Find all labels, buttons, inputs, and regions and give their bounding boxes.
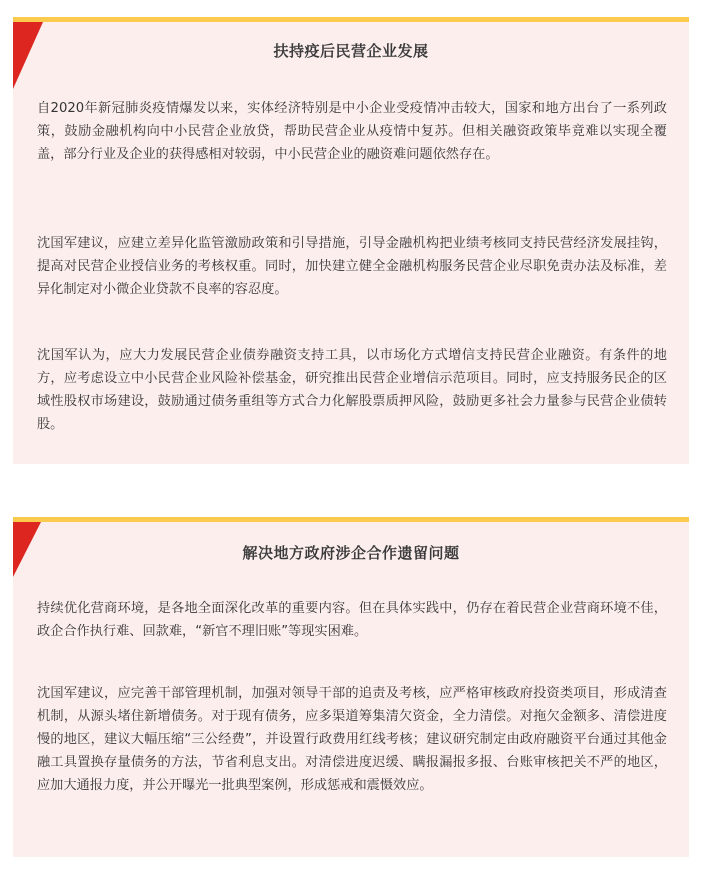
section-paragraph: 自2020年新冠肺炎疫情爆发以来，实体经济特别是中小企业受疫情冲击较大，国家和地方出台了一系列政策，鼓励金融机构向中小民营企业放贷，帮助民营企业从疫情中复苏。但相关融资政策毕竟难以实现全覆盖，部分行业及企业的获得感相对较弱，中小民营企业的融资难问题依然存在。 bbox=[37, 101, 667, 162]
accent-bar bbox=[13, 517, 689, 522]
section-paragraph: 沈国军建议，应完善干部管理机制，加强对领导干部的追责及考核，应严格审核政府投资类项目，形成清查机制，从源头堵住新增债务。对于现有债务，应多渠道筹集清欠资金，全力清偿。对拖欠金额多、清偿进度慢的地区，建议大幅压缩“三公经费”，并设置行政费用红线考核；建议研究制定由政府融资平台通过其他金融工具置换存量债务的方法，节省利息支出。对清偿进度迟缓、瞒报漏报多报、台账审核把关不严的地区，应加大通报力度，并公开曝光一批典型案例，形成惩戒和震慑效应。 bbox=[37, 686, 667, 793]
section-title: 解决地方政府涉企合作遗留问题 bbox=[242, 544, 460, 562]
section-card-government-cooperation-issues bbox=[13, 517, 689, 857]
section-card-support-private-enterprises bbox=[13, 17, 689, 464]
section-paragraph: 持续优化营商环境，是各地全面深化改革的重要内容。但在具体实践中，仍存在着民营企业营商环境不佳，政企合作执行难、回款难，“新官不理旧账”等现实困难。 bbox=[37, 601, 667, 639]
accent-bar bbox=[13, 17, 689, 22]
section-paragraph: 沈国军建议，应建立差异化监管激励政策和引导措施，引导金融机构把业绩考核同支持民营经济发展挂钩，提高对民营企业授信业务的考核权重。同时，加快建立健全金融机构服务民营企业尽职免责办法及标准，差异化制定对小微企业贷款不良率的容忍度。 bbox=[37, 236, 667, 297]
section-title: 扶持疫后民营企业发展 bbox=[273, 42, 429, 60]
section-paragraph: 沈国军认为，应大力发展民营企业债券融资支持工具，以市场化方式增信支持民营企业融资。有条件的地方，应考虑设立中小民营企业风险补偿基金，研究推出民营企业增信示范项目。同时，应支持服务民企的区域性股权市场建设，鼓励通过债务重组等方式合力化解股票质押风险，鼓励更多社会力量参与民营企业债转股。 bbox=[37, 348, 667, 432]
